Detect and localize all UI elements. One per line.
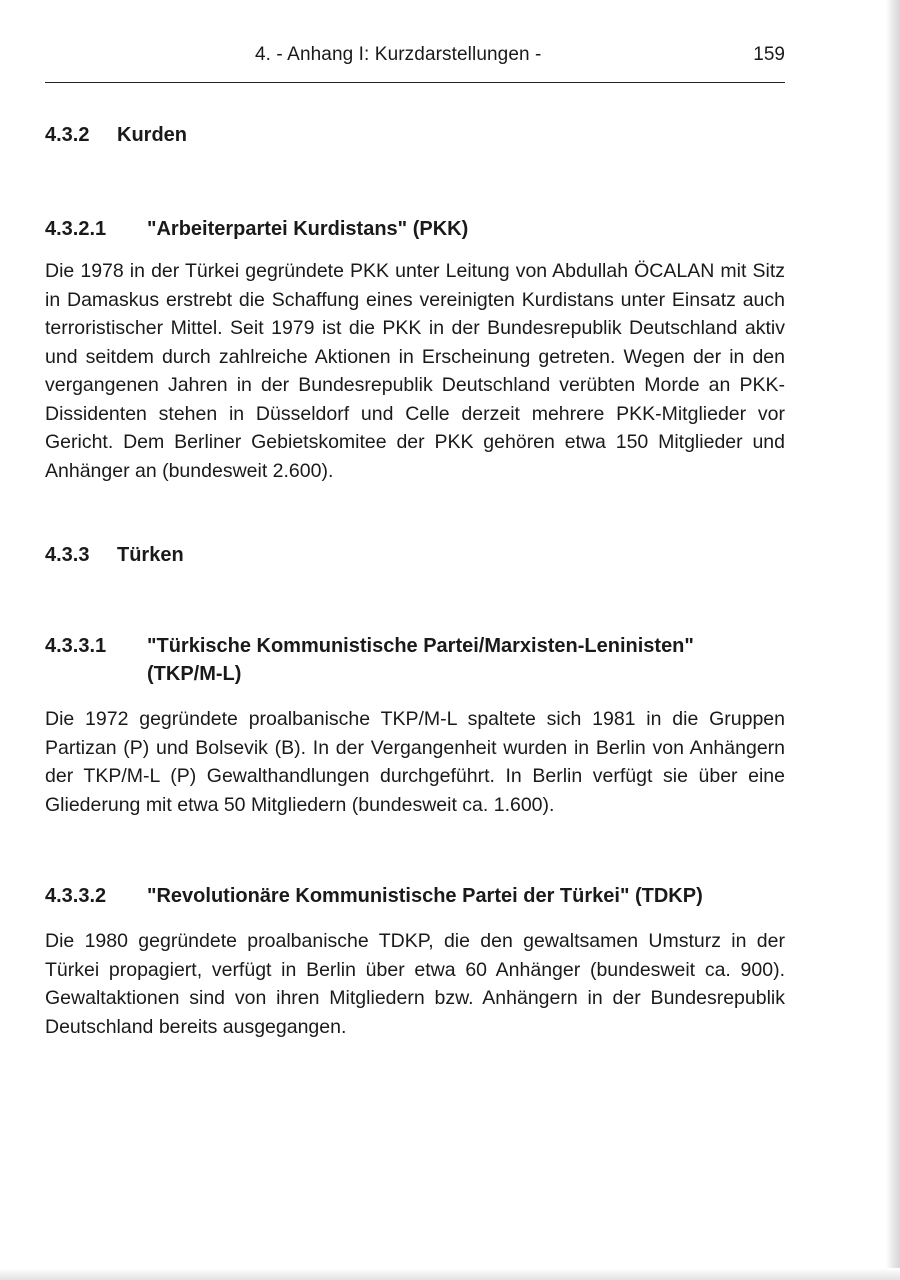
heading-tuerken [45,544,184,567]
section-number: 4.3.3.1 [45,635,107,657]
section-number: 4.3.2.1 [45,218,107,240]
paragraph-tkp [45,705,785,819]
scan-edge-bottom [0,1268,900,1280]
section-title-continued: (TKP/M-L) [147,663,242,685]
paragraph-pkk [45,257,785,485]
heading-kurden [45,124,187,147]
paragraph-text: Die 1980 gegründete proalbanische TDKP, die den gewaltsamen Umsturz in der Türkei propagiert, verfügt in Berlin über etwa 60 Anhänger (bundesweit ca. 900). Gewaltaktionen sind von ihren Mitgliedern bzw. Anhängern in der Bundesrepublik Deutschland bereits ausgegangen. [45,930,785,1038]
section-number: 4.3.2 [45,124,90,146]
section-number: 4.3.3 [45,544,90,566]
header-rule [45,82,785,83]
section-title: "Türkische Kommunistische Partei/Marxisten-Leninisten" [147,635,694,657]
section-title: "Revolutionäre Kommunistische Partei der Türkei" (TDKP) [147,885,703,907]
heading-tkp [45,635,694,685]
paragraph-tdkp [45,927,785,1041]
heading-pkk [45,218,469,241]
paragraph-text: Die 1978 in der Türkei gegründete PKK unter Leitung von Abdullah ÖCALAN mit Sitz in Damaskus erstrebt die Schaffung eines vereinigten Kurdistans unter Einsatz auch terroristischer Mittel. Seit 1979 ist die PKK in der Bundesrepublik Deutschland aktiv und seitdem durch zahlreiche Aktionen in Erscheinung getreten. Wegen der in den vergangenen Jahren in der Bundesrepublik Deutschland verübten Morde an PKK-Dissidenten stehen in Düsseldorf und Celle derzeit mehrere PKK-Mitglieder vor Gericht. Dem Berliner Gebietskomitee der PKK gehören etwa 150 Mitglieder und Anhänger an (bundesweit 2.600). [45,260,785,482]
heading-tdkp [45,885,703,908]
section-title: "Arbeiterpartei Kurdistans" (PKK) [147,218,469,240]
page-number: 159 [753,44,785,65]
scan-edge-right [886,0,900,1280]
section-title: Türken [117,544,184,566]
page-header [45,44,785,74]
section-title: Kurden [117,124,187,146]
section-number: 4.3.3.2 [45,885,107,907]
paragraph-text: Die 1972 gegründete proalbanische TKP/M-L spaltete sich 1981 in die Gruppen Partizan (P) und Bolsevik (B). In der Vergangenheit wurden in Berlin von Anhängern der TKP/M-L (P) Gewalthandlungen durchgeführt. In Berlin verfügt sie über eine Gliederung mit etwa 50 Mitgliedern (bundesweit ca. 1.600). [45,708,785,816]
header-title: 4. - Anhang I: Kurzdarstellungen - [255,44,542,65]
